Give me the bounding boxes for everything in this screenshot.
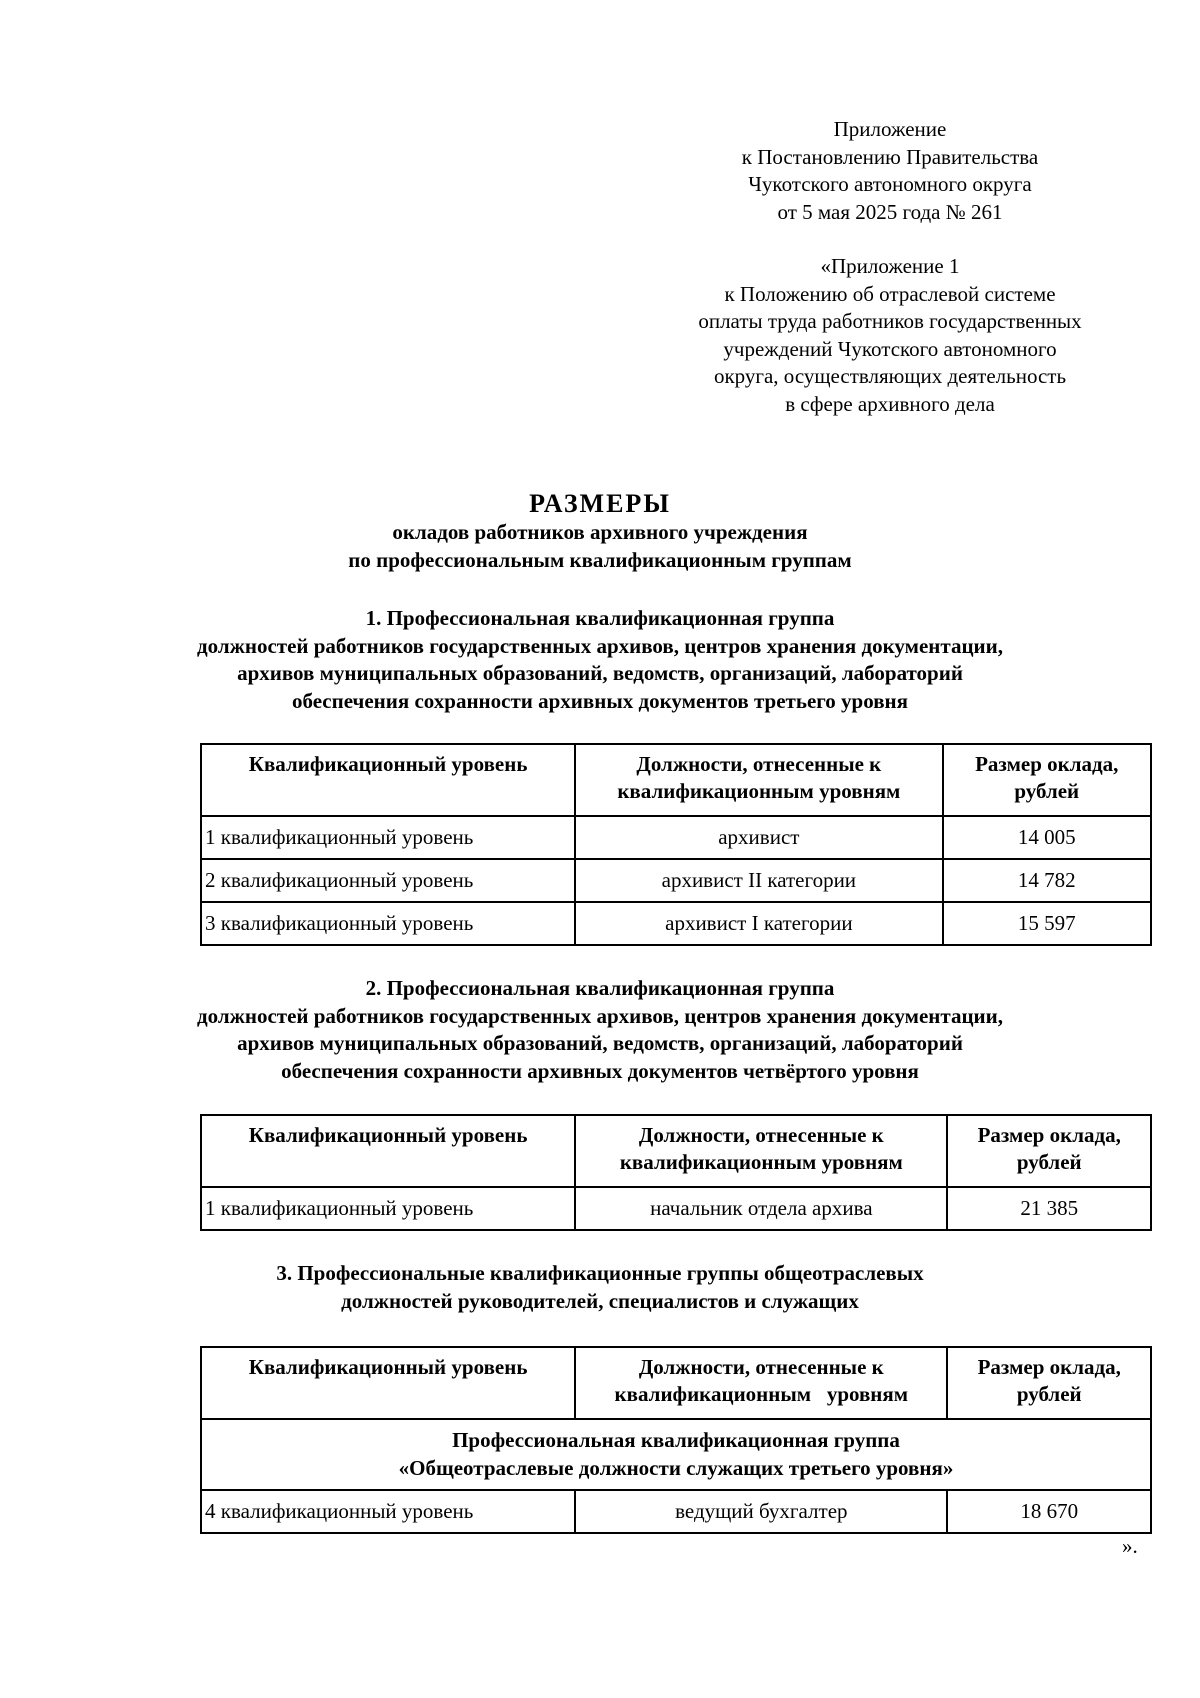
group-row <box>201 1419 1151 1490</box>
section-2-table <box>200 1114 1152 1231</box>
position-cell: ведущий бухгалтер <box>575 1490 947 1533</box>
subtitle-line: по профессиональным квалификационным группам <box>348 547 852 572</box>
section-title-line: 1. Профессиональная квалификационная группа <box>365 606 835 630</box>
level-cell: 2 квалификационный уровень <box>201 859 575 902</box>
section-2-title <box>0 975 1200 1085</box>
header-line: округа, осуществляющих деятельность <box>713 364 1067 388</box>
header-line: к Положению об отраслевой системе <box>724 281 1056 306</box>
position-cell: архивист I категории <box>575 902 942 945</box>
table-row <box>201 859 1151 902</box>
section-1-title <box>0 605 1200 715</box>
subtitle-line: окладов работников архивного учреждения <box>392 520 808 544</box>
section-title-line: архивов муниципальных образований, ведомств, организаций, лабораторий <box>237 661 963 685</box>
salary-cell: 14 782 <box>943 859 1152 902</box>
table-row <box>201 1490 1151 1533</box>
header-line: «Приложение 1 <box>820 254 960 278</box>
document-title: РАЗМЕРЫ <box>529 489 671 518</box>
document-subtitle <box>0 519 1200 574</box>
salary-cell: 15 597 <box>943 902 1152 945</box>
appendix-header <box>640 116 1140 226</box>
position-cell: начальник отдела архива <box>575 1187 947 1230</box>
header-line: в сфере архивного дела <box>785 391 995 416</box>
position-cell: архивист <box>575 816 942 859</box>
level-cell: 4 квалификационный уровень <box>201 1490 575 1533</box>
closing-quote: ». <box>1122 1534 1138 1558</box>
salary-cell: 14 005 <box>943 816 1152 859</box>
appendix-reference-header <box>640 253 1140 418</box>
header-line: учреждений Чукотского автономного <box>723 336 1057 361</box>
header-line: к Постановлению Правительства <box>741 144 1039 169</box>
header-salary: Размер оклада, рублей <box>947 1115 1151 1187</box>
header-level: Квалификационный уровень <box>201 1115 575 1187</box>
header-level: Квалификационный уровень <box>201 744 575 816</box>
table-row <box>201 816 1151 859</box>
header-line: Чукотского автономного округа <box>748 172 1032 196</box>
level-cell: 3 квалификационный уровень <box>201 902 575 945</box>
section-title-line: должностей работников государственных архивов, центров хранения документации, <box>196 633 1003 658</box>
section-title-line: должностей руководителей, специалистов и служащих <box>341 1288 859 1313</box>
group-cell: Профессиональная квалификационная группа «Общеотраслевые должности служащих третьего уровня» <box>201 1419 1151 1490</box>
header-positions: Должности, отнесенные к квалификационным уровням <box>575 1347 947 1419</box>
section-1-table <box>200 743 1152 946</box>
table-row <box>201 1187 1151 1230</box>
table-header-row <box>201 1115 1151 1187</box>
table-header-row <box>201 744 1151 816</box>
header-line: Приложение <box>833 117 947 141</box>
section-title-line: 2. Профессиональная квалификационная группа <box>365 976 835 1000</box>
header-level: Квалификационный уровень <box>201 1347 575 1419</box>
section-title-line: обеспечения сохранности архивных документов четвёртого уровня <box>281 1058 919 1083</box>
header-salary: Размер оклада, рублей <box>943 744 1152 816</box>
section-title-line: 3. Профессиональные квалификационные группы общеотраслевых <box>276 1261 924 1285</box>
salary-cell: 21 385 <box>947 1187 1151 1230</box>
table-row <box>201 902 1151 945</box>
salary-cell: 18 670 <box>947 1490 1151 1533</box>
header-line: оплаты труда работников государственных <box>698 309 1082 333</box>
header-positions: Должности, отнесенные к квалификационным уровням <box>575 744 942 816</box>
section-title-line: архивов муниципальных образований, ведомств, организаций, лабораторий <box>237 1031 963 1055</box>
level-cell: 1 квалификационный уровень <box>201 1187 575 1230</box>
table-header-row <box>201 1347 1151 1419</box>
header-positions: Должности, отнесенные к квалификационным уровням <box>575 1115 947 1187</box>
section-3-table <box>200 1346 1152 1534</box>
level-cell: 1 квалификационный уровень <box>201 816 575 859</box>
position-cell: архивист II категории <box>575 859 942 902</box>
section-3-title <box>0 1260 1200 1315</box>
section-title-line: должностей работников государственных архивов, центров хранения документации, <box>196 1003 1003 1028</box>
header-line: от 5 мая 2025 года № 261 <box>777 199 1003 224</box>
section-title-line: обеспечения сохранности архивных документов третьего уровня <box>291 688 909 713</box>
header-salary: Размер оклада, рублей <box>947 1347 1151 1419</box>
